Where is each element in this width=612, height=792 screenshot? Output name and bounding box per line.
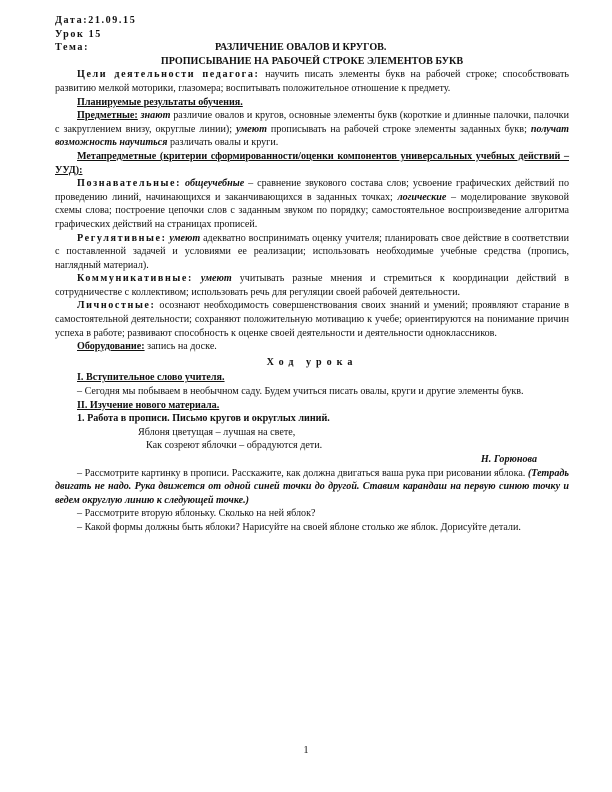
equipment-paragraph <box>55 340 569 354</box>
cognitive-keyword-general: общеучебные <box>181 178 245 190</box>
subject-text-3: различать овалы и круги. <box>167 137 279 149</box>
goals-label: Цели деятельности педагога: <box>77 69 260 81</box>
communicative-keyword: умеют <box>192 273 232 285</box>
subject-results-paragraph <box>55 109 569 150</box>
personal-paragraph <box>55 299 569 340</box>
planned-results-heading: Планируемые результаты обучения. <box>77 96 243 108</box>
regulatory-text: адекватно воспринимать оценку учителя; планировать свое действие в соответствии с поставленной задачей и условиями ее реализации; использовать необходимые учебные средства (пропись, наглядный материал). <box>55 232 569 271</box>
goals-text: научить писать элементы букв на рабочей строке; способствовать развитию мелкой моторики, глазомера; воспитывать положительное отношение к предмету. <box>55 69 569 94</box>
lesson-title-line1: РАЗЛИЧЕНИЕ ОВАЛОВ И КРУГОВ. <box>215 42 387 54</box>
lesson-title-line2: ПРОПИСЫВАНИЕ НА РАБОЧЕЙ СТРОКЕ ЭЛЕМЕНТОВ БУКВ <box>160 55 464 67</box>
instruction-paragraph-1 <box>55 467 569 508</box>
lesson-number: Урок 15 <box>55 28 102 40</box>
page-number: 1 <box>303 745 309 756</box>
cognitive-paragraph <box>55 177 569 231</box>
regulatory-paragraph <box>55 232 569 273</box>
instruction-italic-1: (Тетрадь двигать не надо. Рука движется от одной синей точки до другой. Ставим карандаш на первую синюю точку и ведем округлую линию к следующей точке.) <box>55 467 569 506</box>
personal-label: Личностные: <box>77 300 156 312</box>
lesson-date: Дата:21.09.15 <box>55 15 137 26</box>
poem-author: Н. Горюнова <box>480 454 537 465</box>
section2-heading: II. Изучение нового материала. <box>77 399 220 411</box>
section1-text: – Сегодня мы побываем в необычном саду. Будем учиться писать овалы, круги и другие элементы букв. <box>77 386 524 398</box>
communicative-text: учитывать разные мнения и стремиться к координации действий в сотрудничестве с коллективом; использовать речь для регуляции своей рабочей деятельности. <box>55 273 570 298</box>
topic-line <box>55 41 569 55</box>
cognitive-text-1: – сравнение звукового состава слов; усвоение графических действий по проведению линий, начинающихся и заканчивающихся в заданных точках; <box>55 178 569 203</box>
personal-text: осознают необходимость совершенствования своих знаний и умений; проявляют старание в самостоятельной деятельности; сохраняют положительную мотивацию к учебе; ориентируются на понимание причин успеха в работе; развивают способность к оценке своей деятельности и деятельности одноклассников. <box>55 300 569 339</box>
cognitive-keyword-logical: логические <box>392 191 447 203</box>
regulatory-keyword: умеют <box>166 232 201 244</box>
goals-paragraph <box>55 68 569 95</box>
cognitive-label: Познавательные: <box>77 178 182 190</box>
subject-keyword-learn: получат возможность научиться <box>55 123 569 149</box>
subsection1-heading: 1. Работа в прописи. Письмо кругов и округлых линий. <box>77 413 330 425</box>
section1-heading: I. Вступительное слово учителя. <box>77 372 225 384</box>
subject-keyword-can: умеют <box>232 123 267 135</box>
poem-line-2: Как созреют яблочки – обрадуются дети. <box>146 440 323 452</box>
lesson-course-heading: Ход урока <box>266 356 358 368</box>
topic-label: Тема: <box>55 42 90 54</box>
subject-keyword-know: знают <box>137 110 171 122</box>
subject-text-1: различие овалов и кругов, основные элементы букв (короткие и длинные палочки, палочки с закруглением внизу, округлые линии); <box>55 110 569 135</box>
poem-line-1: Яблоня цветущая – лучшая на свете, <box>138 426 296 438</box>
equipment-text: запись на доске. <box>144 341 217 353</box>
subject-label: Предметные: <box>77 110 138 122</box>
document-page <box>55 14 569 535</box>
instruction-paragraph-3: – Какой формы должны быть яблоки? Нарисуйте на своей яблоне столько же яблок. Дорисуйте детали. <box>77 521 521 533</box>
instruction-text-1: – Рассмотрите картинку в прописи. Расскажите, как должна двигаться ваша рука при рисовании яблока. <box>77 467 526 479</box>
communicative-label: Коммуникативные: <box>77 273 193 285</box>
equipment-label: Оборудование: <box>77 341 145 353</box>
instruction-paragraph-2: – Рассмотрите вторую яблоньку. Сколько на ней яблок? <box>77 508 316 520</box>
date-line <box>55 14 569 28</box>
communicative-paragraph <box>55 272 569 299</box>
meta-results-heading: Метапредметные (критерии сформированности/оценки компонентов универсальных учебных действий – УУД): <box>55 150 569 176</box>
cognitive-text-2: – моделирование звуковой схемы слова; построение цепочки слов с заданным звуком по порядку; самостоятельное воспроизведение алгоритма графических действий на страницах прописей. <box>55 191 569 230</box>
subject-text-2: прописывать на рабочей строке элементы заданных букв; <box>266 123 527 135</box>
lesson-number-line <box>55 28 569 42</box>
regulatory-label: Регулятивные: <box>77 232 167 244</box>
